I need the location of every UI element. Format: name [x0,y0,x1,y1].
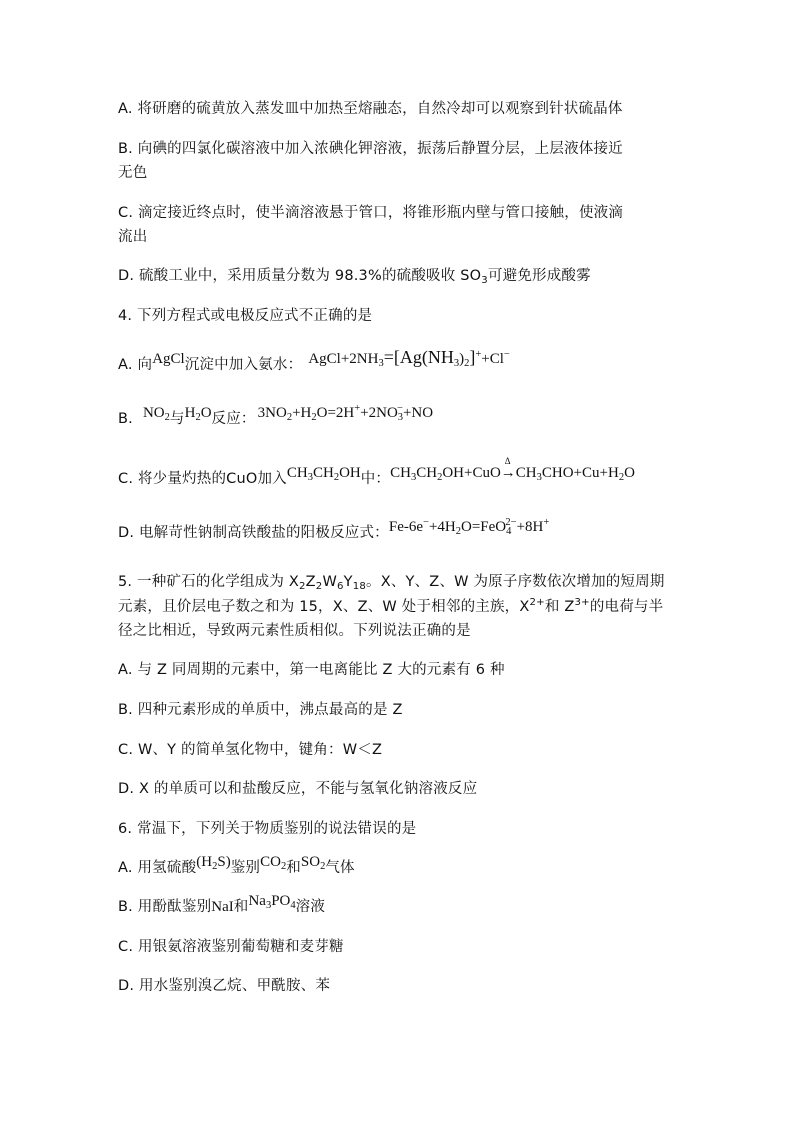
q4-option-b [118,403,434,430]
q5-option-d: D. X 的单质可以和盐酸反应，不能与氢氧化钠溶液反应 [118,781,478,797]
q5-stem-line1: 5. 一种矿石的化学组成为 $X_2Z_2W_6Y_{18}$。X、Y、Z、W 为原子序数依次增加的短周期 [118,574,665,592]
q3-option-c-text2: 流出 [118,229,148,245]
q3-option-d-text-end: 可避免形成酸雾 [487,268,591,284]
q6-option-b: B. 用酚酞鉴别NaI和$Na_3PO_4$溶液 [118,893,326,915]
q3-option-d-sub: 3 [481,275,488,286]
q4-d-equation: $Fe-6e^-+4H_2O=FeO_4^{2-}+8H^+$ [388,517,550,537]
q6-option-c: C. 用银氨溶液鉴别葡萄糖和麦芽糖 [118,939,344,955]
q4-a-label: A. 向 [118,357,153,373]
q4-c-heat-arrow: Δ → [500,456,516,481]
q6-option-d: D. 用水鉴别溴乙烷、甲酰胺、苯 [118,978,331,994]
q4-b-equation: $3NO_2+H_2O=2H^++2NO_3^-+NO$ [257,403,434,423]
q4-a-mid: 沉淀中加入氨水： [184,357,303,373]
q3-option-b-text2: 无色 [118,165,148,181]
q4-b-mid: 反应： [211,411,256,427]
q4-a-agcl: AgCl [152,351,185,367]
q4-option-a [118,347,510,376]
q5-stem-line3: 径之比相近，导致两元素性质相似。下列说法正确的是 [118,623,471,639]
q3-option-d-text: D. 硫酸工业中，采用质量分数为 98.3%的硫酸吸收 SO [118,268,482,284]
q4-b-label: B. [118,411,133,427]
q3-option-b-line2 [118,162,147,184]
q4-b-no2: $NO_2$ [142,405,170,423]
q4-c-label: C. 将少量灼热的CuO加入 [118,471,287,487]
q4-option-c [118,456,635,490]
q3-option-c-line2 [118,226,147,248]
q4-c-ethanol: $CH_3CH_2OH$ [286,465,361,483]
q5-option-b: B. 四种元素形成的单质中，沸点最高的是 Z [118,702,403,718]
q4-b-yu: 与 [169,411,185,427]
q4-option-d [118,517,550,544]
q3-option-b-text1: B. 向碘的四氯化碳溶液中加入浓碘化钾溶液，振荡后静置分层，上层液体接近 [118,141,623,157]
q4-d-label: D. 电解苛性钠制高铁酸盐的阳极反应式： [118,525,389,541]
q4-a-equation: $AgCl+2NH_3=[Ag(NH_3)_2]^++Cl^-$ [308,347,510,369]
q3-option-c-line1 [118,202,623,224]
q5-option-c: C. W、Y 的简单氢化物中，键角：W＜Z [118,742,383,758]
q3-option-c-text1: C. 滴定接近终点时，使半滴溶液悬于管口，将锥形瓶内壁与管口接触，使液滴 [118,205,624,221]
q3-option-b-line1 [118,138,623,160]
q4-c-equation: $CH_3CH_2OH+CuO$ Δ $\to CH_3CHO+Cu+H_2O$ [390,456,635,483]
q4-c-mid: 中： [360,471,391,487]
q4-b-h2o: $H_2O$ [184,405,212,423]
q5-stem-line2: 元素，且价层电子数之和为 15，X、Z、W 处于相邻的主族，$X^{2+}$和 $Z^{3+}$的电荷与半 [118,597,664,615]
q3-option-d [118,265,591,287]
q6-option-a: A. 用氢硫酸$(H_2S)$鉴别$CO_2$和$SO_2$气体 [118,854,355,876]
q4-stem [118,305,372,327]
q5-option-a: A. 与 Z 同周期的元素中，第一电离能比 Z 大的元素有 6 种 [118,662,505,678]
q3-option-a [118,98,623,120]
q4-stem-text: 4. 下列方程式或电极反应式不正确的是 [118,308,373,324]
q3-option-a-text: A. 将研磨的硫黄放入蒸发皿中加热至熔融态，自然冷却可以观察到针状硫晶体 [118,101,623,117]
q6-stem: 6. 常温下，下列关于物质鉴别的说法错误的是 [118,821,417,837]
